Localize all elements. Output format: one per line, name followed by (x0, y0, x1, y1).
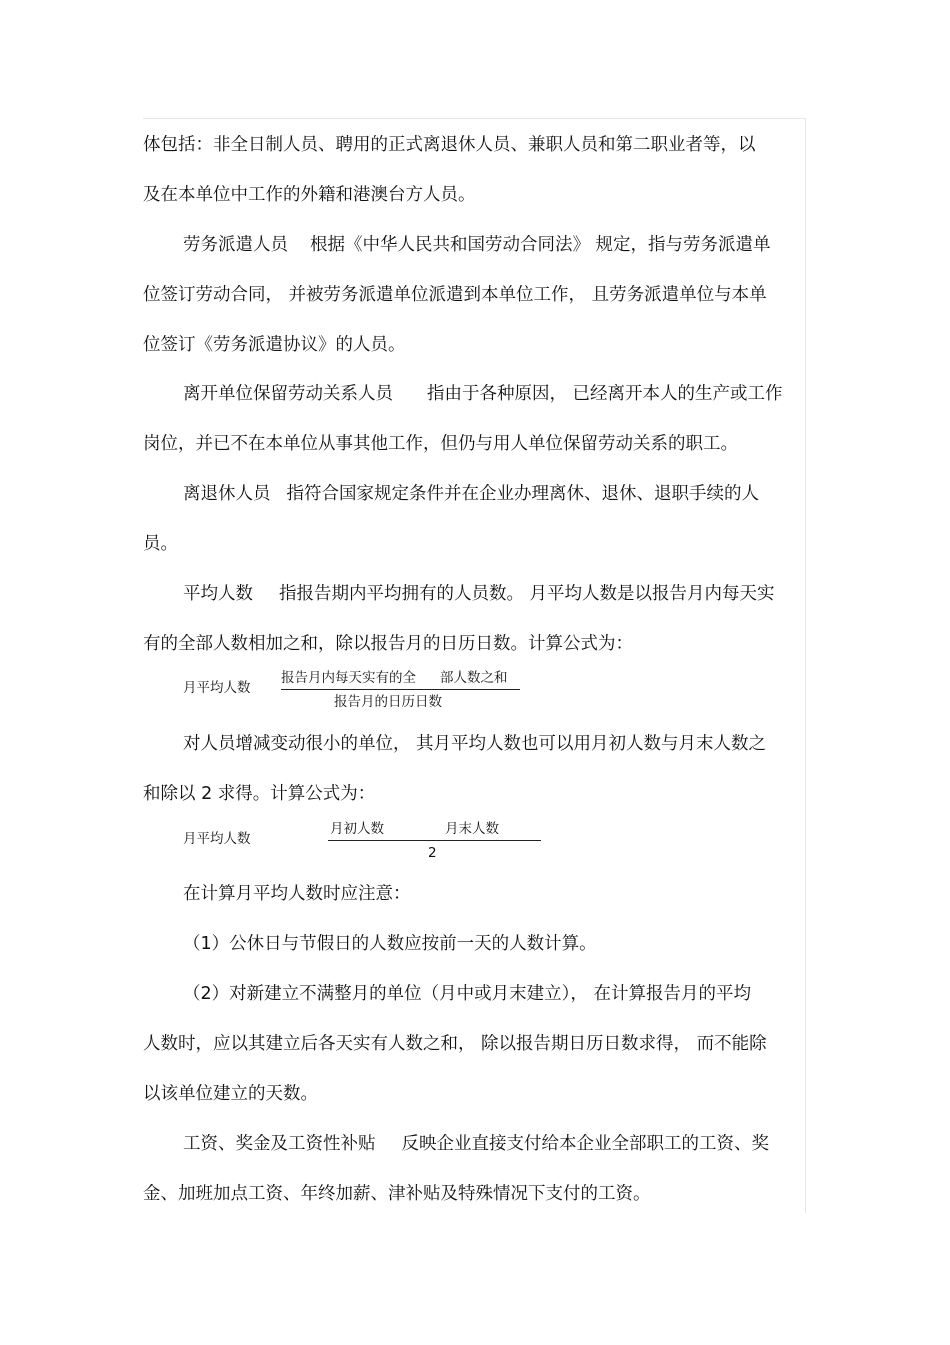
paragraph-line: 及在本单位中工作的外籍和港澳台方人员。 (143, 185, 476, 205)
paragraph-line: （2）对新建立不满整月的单位（月中或月末建立）， 在计算报告月的平均 (183, 984, 751, 1004)
fraction-bar (281, 689, 520, 690)
fraction-bar (328, 840, 541, 841)
definition-text: 反映企业直接支付给本企业全部职工的工资、奖 (401, 1134, 769, 1154)
formula-label: 月平均人数 (183, 680, 251, 696)
paragraph-line: 有的全部人数相加之和，除以报告月的日历日数。计算公式为： (143, 634, 633, 654)
definition-text: 指由于各种原因， 已经离开本人的生产或工作 (427, 384, 783, 404)
formula-label: 月平均人数 (183, 831, 251, 847)
paragraph-line: 人数时，应以其建立后各天实有人数之和， 除以报告期日历日数求得， 而不能除 (143, 1034, 767, 1054)
paragraph-line: 以该单位建立的天数。 (143, 1084, 318, 1104)
paragraph-line: 岗位，并已不在本单位从事其他工作，但仍与用人单位保留劳动关系的职工。 (143, 434, 738, 454)
paragraph-line (183, 582, 775, 606)
paragraph-line (183, 382, 783, 406)
paragraph-line (183, 482, 759, 506)
paragraph-line: 在计算月平均人数时应注意： (183, 884, 411, 904)
definition-text: 根据《中华人民共和国劳动合同法》 规定，指与劳务派遣单 (310, 235, 771, 255)
definition-text: 指符合国家规定条件并在企业办理离休、退休、退职手续的人 (286, 484, 759, 504)
paragraph-line: 位签订劳动合同， 并被劳务派遣单位派遣到本单位工作， 且劳务派遣单位与本单 (143, 285, 767, 305)
formula-numerator: 月初人数 (330, 821, 384, 837)
formula-denominator: 报告月的日历日数 (334, 694, 442, 710)
term-label: 工资、奖金及工资性补贴 (183, 1134, 376, 1154)
term-label: 劳务派遣人员 (183, 235, 288, 255)
definition-text: 指报告期内平均拥有的人员数。 月平均人数是以报告月内每天实 (279, 584, 775, 604)
term-label: 平均人数 (183, 584, 253, 604)
paragraph-line: 员。 (143, 534, 178, 554)
formula-denominator: 2 (428, 845, 437, 861)
paragraph-line: 体包括：非全日制人员、聘用的正式离退休人员、兼职人员和第二职业者等，以 (143, 135, 756, 155)
paragraph-line: 位签订《劳务派遣协议》的人员。 (143, 335, 406, 355)
paragraph-line (183, 1132, 769, 1156)
paragraph-line: 对人员增减变动很小的单位， 其月平均人数也可以用月初人数与月末人数之 (183, 734, 767, 754)
paragraph-line: 和除以 2 求得。计算公式为： (143, 784, 376, 804)
term-label: 离开单位保留劳动关系人员 (183, 384, 393, 404)
paragraph-line: （1）公休日与节假日的人数应按前一天的人数计算。 (183, 934, 597, 954)
formula-numerator: 月末人数 (445, 821, 499, 837)
formula-numerator: 部人数之和 (440, 670, 508, 686)
formula-numerator: 报告月内每天实有的全 (281, 670, 416, 686)
paragraph-line (183, 233, 771, 257)
term-label: 离退休人员 (183, 484, 271, 504)
paragraph-line: 金、加班加点工资、年终加薪、津补贴及特殊情况下支付的工资。 (143, 1184, 651, 1204)
